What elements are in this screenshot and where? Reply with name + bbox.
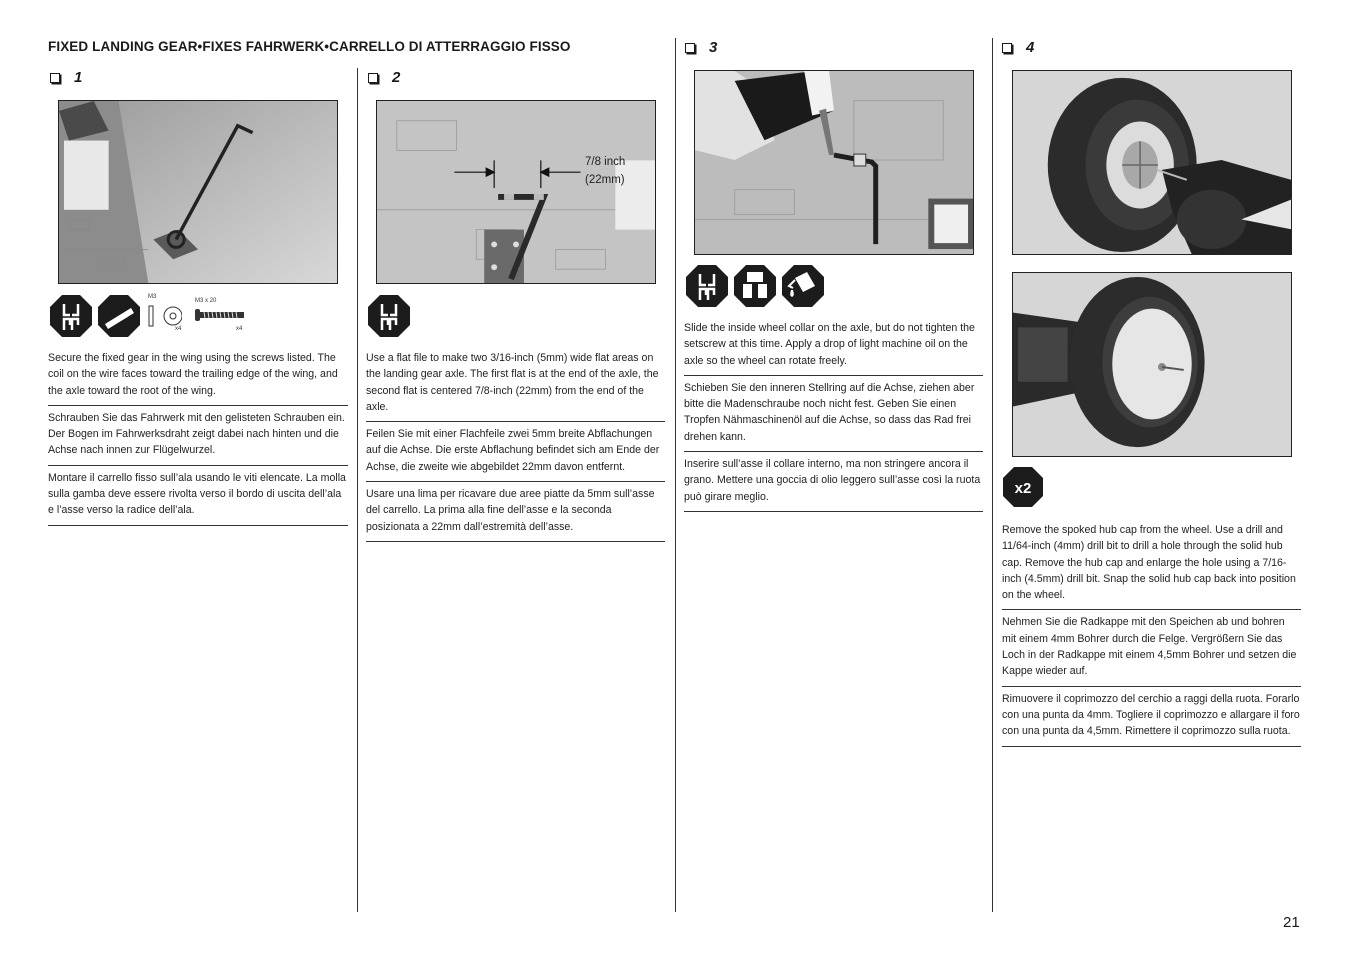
step-1-header[interactable]: [50, 69, 82, 86]
instructions-step-4: [1002, 522, 1301, 747]
photo-axle-flats: [376, 100, 656, 284]
text-italian: Usare una lima per ricavare due aree piatte da 5mm sull’asse del carrello. La prima alla fine dell’asse e la seconda posizionata a 22mm dall’estremità dell’asse.: [366, 482, 665, 542]
text-german: Schieben Sie den inneren Stellring auf die Achse, ziehen aber bitte die Madenschraube noch nicht fest. Geben Sie einen Tropfen Nähmaschinenöl auf die Achse, so dass das Rad frei drehen kann.: [684, 376, 983, 452]
callout-line-2: (22mm): [585, 174, 625, 186]
oil-bottle-icon: [781, 264, 825, 308]
text-english: Remove the spoked hub cap from the wheel. Use a drill and 11/64-inch (4mm) drill bit to drill a hole through the solid hub cap. Remove the hub cap and enlarge the hole using a 7/16-inch (4.5mm) drill bit. Snap the solid hub cap back into position on the wheel.: [1002, 522, 1301, 610]
photo-wing-gear: [58, 100, 338, 284]
text-german: Schrauben Sie das Fahrwerk mit den gelisteten Schrauben ein. Der Bogen im Fahrwerksdraht zeigt dabei nach hinten und die Achse nach innen zur Flügelwurzel.: [48, 406, 348, 466]
quantity-badge: [1002, 466, 1044, 508]
text-italian: Rimuovere il coprimozzo del cerchio a raggi della ruota. Forarlo con una punta da 4mm. Togliere il coprimozzo e allargare il foro con una punta da 4,5mm. Rimettere il coprimozzo sulla ruota.: [1002, 687, 1301, 747]
checkbox-icon[interactable]: [368, 73, 378, 83]
photo-wheel-axle: [1012, 272, 1292, 457]
gear-wire-icon: [49, 294, 93, 338]
column-divider: [357, 68, 358, 912]
badge-text: x2: [1014, 480, 1032, 497]
washer-size-label: M3: [148, 294, 157, 300]
washer-qty: x4: [175, 326, 182, 332]
text-english: Slide the inside wheel collar on the axle, but do not tighten the setscrew at this time. Apply a drop of light machine oil on the axle so the wheel can rotate freely.: [684, 320, 983, 376]
instructions-step-3: [684, 320, 983, 512]
instructions-step-2: [366, 350, 665, 542]
checkbox-icon[interactable]: [685, 43, 695, 53]
page-number: 21: [1283, 914, 1300, 931]
text-italian: Inserire sull’asse il collare interno, ma non stringere ancora il grano. Mettere una goccia di olio leggero sull’asse così la ruota può girare meglio.: [684, 452, 983, 512]
text-german: Nehmen Sie die Radkappe mit den Speichen ab und bohren mit einem 4mm Bohrer durch die Felge. Vergrößern Sie das Loch in der Radkappe mit einem 4,5mm Bohrer und setzen die Kappe wieder auf.: [1002, 610, 1301, 686]
step-number: 4: [1026, 39, 1035, 56]
wheel-collar-icon: [733, 264, 777, 308]
screw-qty: x4: [236, 326, 243, 332]
checkbox-icon[interactable]: [1002, 43, 1012, 53]
text-german: Feilen Sie mit einer Flachfeile zwei 5mm breite Abflachungen auf die Achse. Die erste Abflachung befindet sich am Ende der Achse, die zweite wie abgebildet 22mm davon entfernt.: [366, 422, 665, 482]
gear-wire-icon: [367, 294, 411, 338]
checkbox-icon[interactable]: [50, 73, 60, 83]
page-title: FIXED LANDING GEAR•FIXES FAHRWERK•CARRELLO DI ATTERRAGGIO FISSO: [48, 39, 571, 54]
step-number: 1: [74, 69, 83, 86]
step-4-header[interactable]: [1002, 39, 1034, 56]
step-number: 2: [392, 69, 401, 86]
screw-size-label: M3 x 20: [195, 298, 217, 304]
column-divider: [675, 38, 676, 912]
instructions-step-1: [48, 350, 348, 526]
text-english: Use a flat file to make two 3/16-inch (5mm) wide flat areas on the landing gear axle. The first flat is at the end of the axle, the second flat is centered 7/8-inch (22mm) from the end of the axle.: [366, 350, 665, 422]
screw-icon: [195, 308, 245, 322]
text-italian: Montare il carrello fisso sull’ala usando le viti elencate. La molla sulla gamba deve essere rivolta verso il bordo di uscita dell’ala e l’asse verso la radice dell’ala.: [48, 466, 348, 526]
step-3-header[interactable]: [685, 39, 717, 56]
step-number: 3: [709, 39, 718, 56]
photo-oil-axle: [694, 70, 974, 255]
step-2-header[interactable]: [368, 69, 400, 86]
photo-drill-hubcap: [1012, 70, 1292, 255]
dimension-callout: [585, 153, 625, 189]
gear-wire-icon: [685, 264, 729, 308]
callout-line-1: 7/8 inch: [585, 156, 626, 168]
text-english: Secure the fixed gear in the wing using the screws listed. The coil on the wire faces toward the trailing edge of the wing, and the axle toward the root of the wing.: [48, 350, 348, 406]
flat-file-icon: [97, 294, 141, 338]
column-divider: [992, 38, 993, 912]
washer-icon: [148, 304, 182, 328]
